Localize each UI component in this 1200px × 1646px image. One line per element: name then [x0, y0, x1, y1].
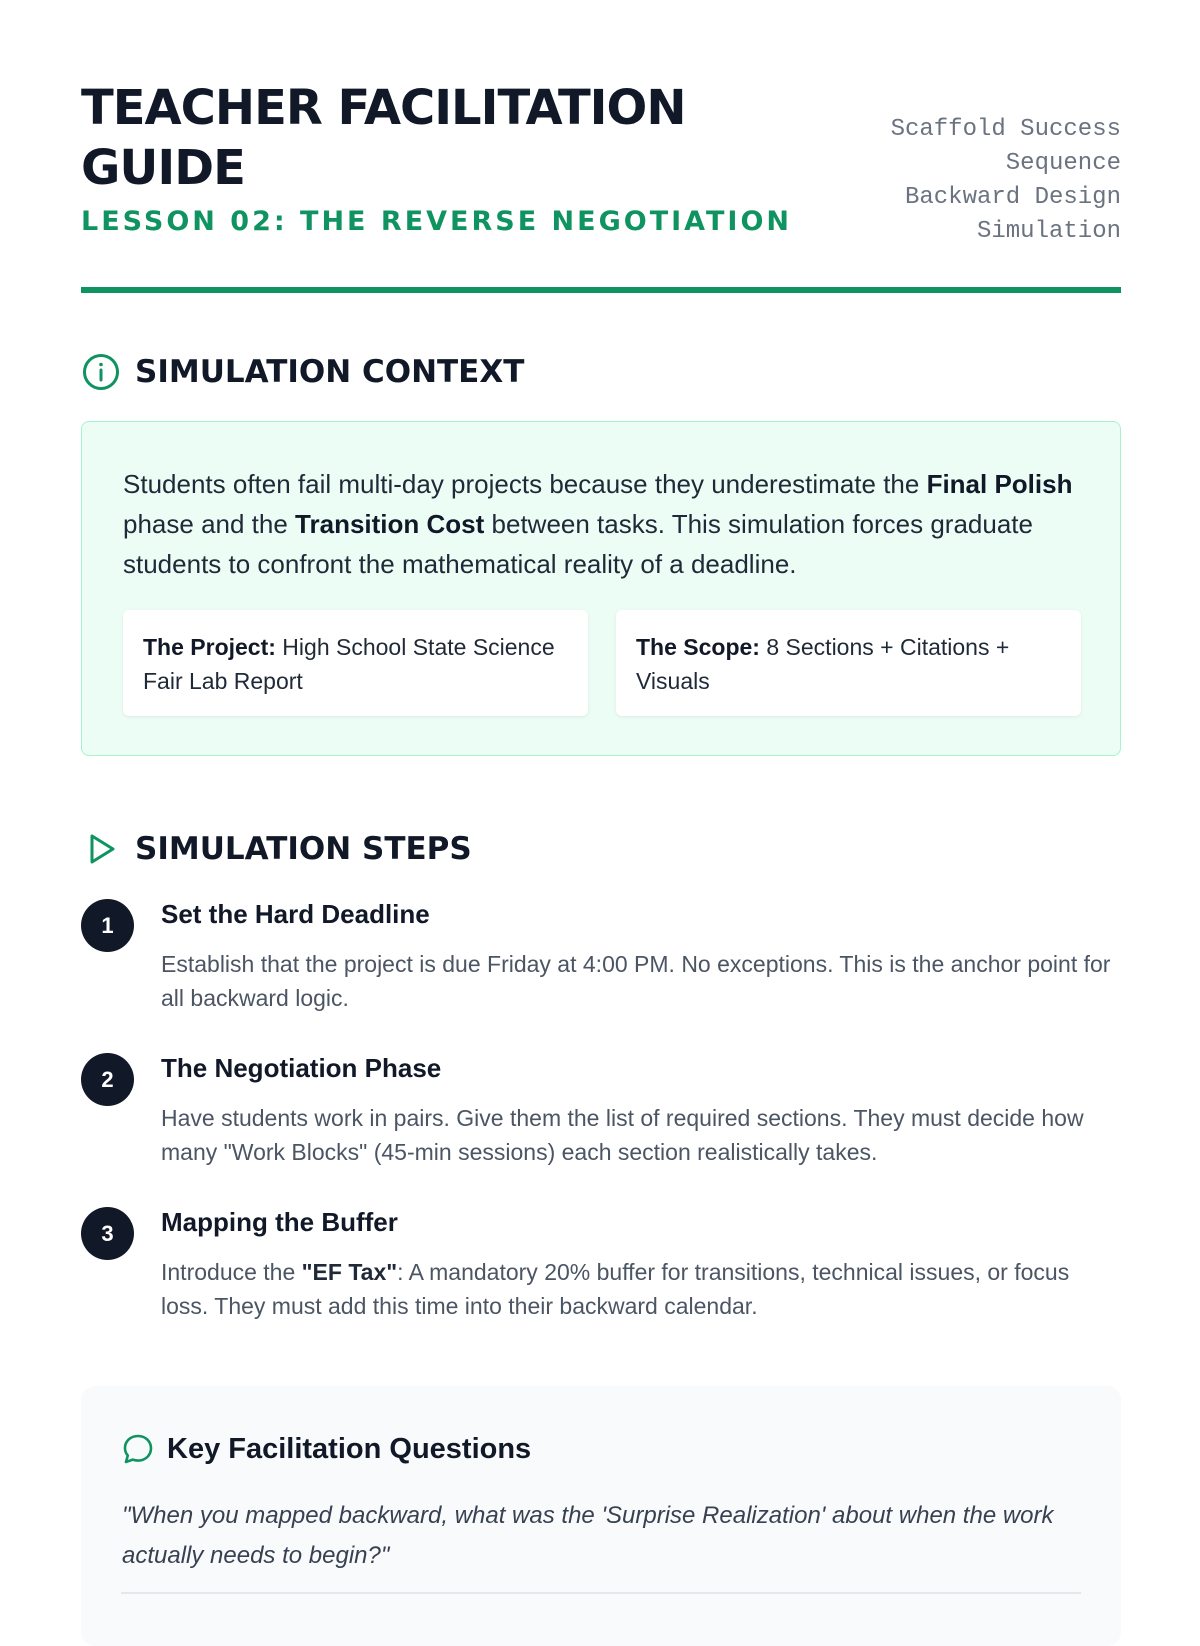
step-text-part: : A mandatory 20% buffer for transitions, technical issues, or focus loss. They must add this time into their backward calendar. — [161, 1259, 1070, 1319]
context-emphasis-transition-cost: Transition Cost — [295, 509, 485, 539]
facilitation-question: "When you mapped backward, what was the 'Surprise Realization' about when the work actually needs to begin?" — [122, 1502, 1054, 1569]
header-divider — [81, 287, 1121, 293]
tag-backward-design: Backward Design — [904, 184, 1121, 211]
context-emphasis-final-polish: Final Polish — [926, 469, 1073, 499]
step-title: Set the Hard Deadline — [161, 899, 430, 929]
step-title: Mapping the Buffer — [161, 1207, 398, 1237]
steps-heading — [81, 829, 472, 869]
facilitation-questions-box — [81, 1386, 1121, 1646]
lesson-subtitle: LESSON 02: THE REVERSE NEGOTIATION — [81, 206, 792, 237]
ef-tax-emphasis: "EF Tax" — [301, 1259, 398, 1285]
context-heading — [81, 352, 524, 392]
page-header — [81, 0, 1121, 300]
tag-simulation: Simulation — [976, 218, 1121, 245]
step-description: Establish that the project is due Friday at 4:00 PM. No exceptions. This is the anchor point for all backward logic. — [161, 951, 1111, 1011]
step-number-badge: 3 — [81, 1207, 134, 1260]
steps-heading-label: SIMULATION STEPS — [135, 831, 472, 867]
info-icon — [81, 352, 121, 392]
project-label: The Project: — [143, 634, 276, 660]
questions-heading — [121, 1432, 531, 1466]
step-text-part: Introduce the — [161, 1259, 302, 1285]
scope-label: The Scope: — [636, 634, 760, 660]
scope-value: 8 Sections + Citations + Visuals — [636, 634, 1010, 694]
context-text-part: Students often fail multi-day projects because they underestimate the — [123, 469, 927, 499]
play-icon — [81, 829, 121, 869]
context-description — [123, 464, 1078, 584]
tag-scaffold-success: Scaffold Success — [890, 116, 1121, 143]
project-card — [123, 610, 588, 716]
step-number-badge: 1 — [81, 899, 134, 952]
step-description: Have students work in pairs. Give them the list of required sections. They must decide how many "Work Blocks" (45-min sessions) each section realistically takes. — [161, 1105, 1084, 1165]
project-value: High School State Science Fair Lab Report — [143, 634, 555, 694]
step-number-badge: 2 — [81, 1053, 134, 1106]
scope-card — [616, 610, 1081, 716]
step-title: The Negotiation Phase — [161, 1053, 442, 1083]
context-heading-label: SIMULATION CONTEXT — [135, 354, 525, 390]
facilitation-guide-page — [81, 0, 1121, 1569]
chat-bubble-icon — [121, 1432, 155, 1466]
page-title: TEACHER FACILITATION GUIDE — [81, 80, 686, 196]
tag-sequence: Sequence — [1005, 150, 1121, 177]
context-text-part: phase and the — [123, 509, 296, 539]
header-tags — [891, 113, 1121, 249]
question-divider — [121, 1592, 1081, 1594]
context-text-part: between tasks. This simulation forces graduate students to confront the mathematical reality of a deadline. — [123, 509, 1033, 579]
context-box — [81, 421, 1121, 756]
step-description — [161, 1255, 1121, 1323]
questions-heading-label: Key Facilitation Questions — [167, 1432, 532, 1465]
